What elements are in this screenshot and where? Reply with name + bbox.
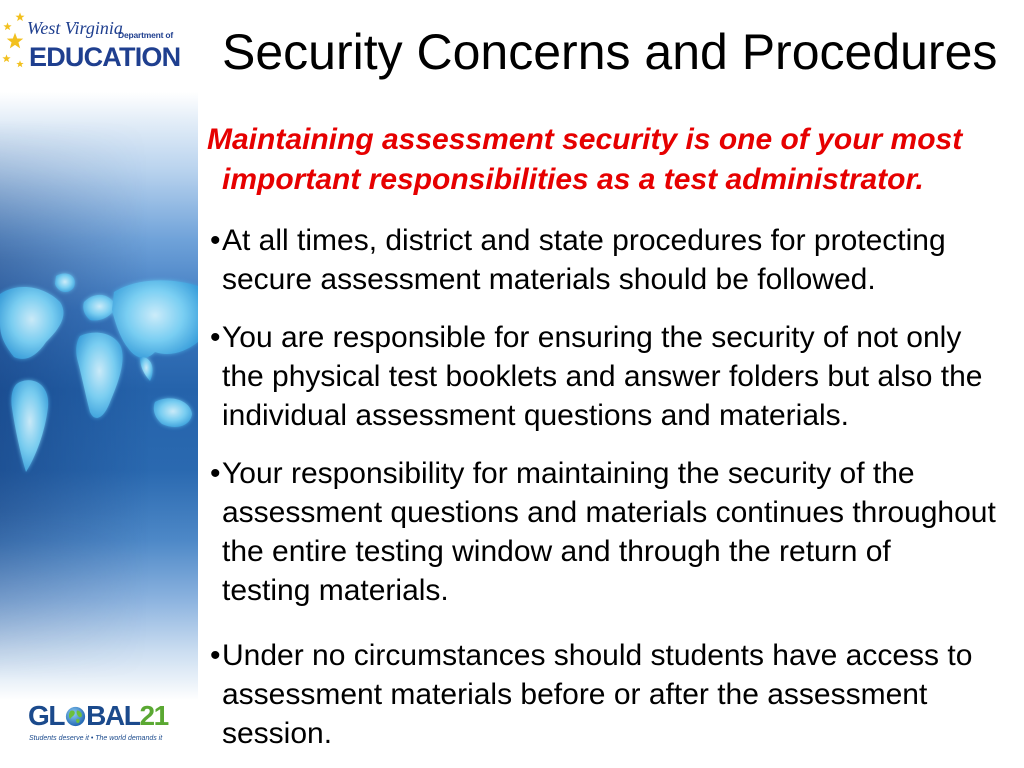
bullet-text: You are responsible for ensuring the security of not only — [222, 321, 962, 354]
wv-education-logo — [0, 8, 198, 86]
world-map-graphic — [0, 262, 198, 492]
emphasis-line: Maintaining assessment security is one of your most — [207, 123, 963, 156]
logo-department-text: Department of — [118, 30, 174, 40]
bullet-glyph: • — [210, 321, 221, 354]
global21-wordmark — [28, 698, 168, 734]
bullet-line: assessment materials before or after the assessment — [222, 678, 928, 711]
global21-tagline: Students deserve it • The world demands it — [29, 735, 163, 742]
slide-title: Security Concerns and Procedures — [222, 24, 998, 80]
continent-africa — [76, 333, 122, 418]
bullet-text: Under no circumstances should students have access to — [222, 639, 973, 672]
bullet-item — [210, 636, 973, 753]
bullet-line: session. — [222, 717, 333, 750]
bullet-line: testing materials. — [222, 574, 449, 607]
bullet-item — [210, 221, 946, 299]
continent-india — [140, 357, 153, 381]
bullet-line — [210, 221, 946, 260]
bullet-text: At all times, district and state procedures for protecting — [222, 224, 946, 257]
bullet-glyph: • — [210, 457, 221, 490]
globe-icon — [65, 706, 86, 727]
bullet-item — [210, 454, 996, 610]
bullet-line: secure assessment materials should be followed. — [222, 263, 876, 296]
continent-europe — [83, 295, 116, 321]
star-icon — [6, 32, 24, 50]
bullet-glyph: • — [210, 639, 221, 672]
bullet-glyph: • — [210, 224, 221, 257]
bullet-line: the physical test booklets and answer folders but also the — [222, 360, 983, 393]
global21-logo — [28, 698, 193, 754]
wordmark-suffix: 21 — [139, 700, 168, 731]
bullet-item — [210, 318, 983, 435]
star-icon — [16, 60, 24, 68]
continent-greenland — [55, 273, 75, 292]
bullet-text: Your responsibility for maintaining the security of the — [222, 457, 915, 490]
continent-australia — [154, 398, 192, 427]
bullet-line: the entire testing window and through the return of — [222, 535, 891, 568]
continent-north-america — [0, 287, 63, 359]
wordmark-middle: BAL — [86, 700, 140, 731]
continent-south-america — [11, 380, 48, 472]
continent-asia — [112, 280, 198, 357]
wordmark-prefix: GL — [28, 700, 65, 731]
bullet-line: assessment questions and materials continues throughout — [222, 496, 996, 529]
logo-education-text: EDUCATION — [29, 42, 181, 72]
star-icon — [15, 12, 25, 22]
emphasis-statement — [207, 120, 962, 200]
bullet-line — [210, 318, 982, 357]
star-icon — [2, 54, 11, 63]
emphasis-line: important responsibilities as a test administrator. — [222, 163, 924, 196]
logo-script-text: West Virginia — [27, 18, 123, 38]
star-icon — [3, 22, 12, 31]
bullet-line — [210, 636, 973, 675]
bullet-line: individual assessment questions and materials. — [222, 399, 849, 432]
bullet-line — [210, 454, 996, 493]
sidebar — [0, 0, 198, 768]
